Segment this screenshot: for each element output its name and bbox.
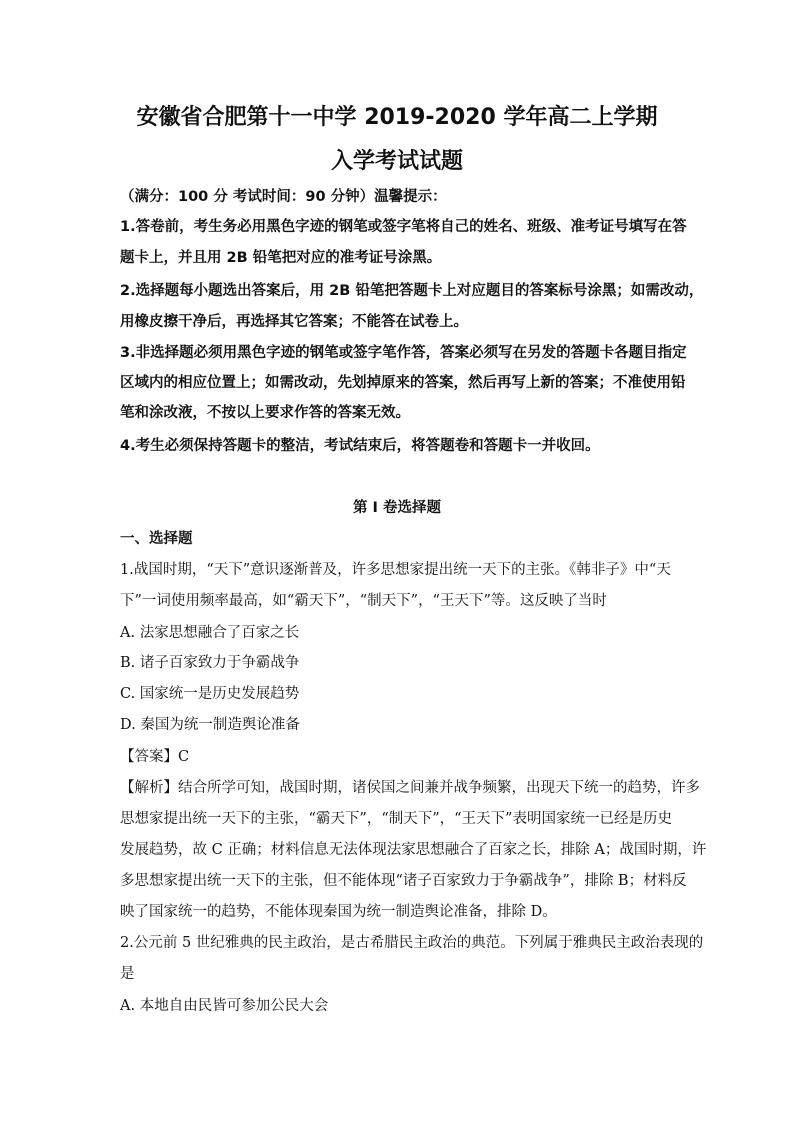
question-1-option-d: D. 秦国为统一制造舆论准备 bbox=[120, 717, 300, 733]
page-subtitle: 入学考试试题 bbox=[330, 149, 463, 174]
notice-intro: （满分：100 分 考试时间：90 分钟）温馨提示： bbox=[120, 189, 447, 205]
notice-line: 题卡上，并且用 2B 铅笔把对应的准考证号涂黑。 bbox=[120, 250, 442, 266]
question-1-analysis: 映了国家统一的趋势，不能体现秦国为统一制造舆论准备，排除 D。 bbox=[120, 904, 557, 920]
question-2-stem: 2.公元前 5 世纪雅典的民主政治，是古希腊民主政治的典范。下列属于雅典民主政治表现的 bbox=[120, 935, 704, 951]
notice-line: 3.非选择题必须用黑色字迹的钢笔或签字笔作答，答案必须写在另发的答题卡各题目指定 bbox=[120, 345, 687, 361]
notice-line: 1.答卷前，考生务必用黑色字迹的钢笔或签字笔将自己的姓名、班级、准考证号填写在答 bbox=[120, 219, 687, 235]
question-1-option-a: A. 法家思想融合了百家之长 bbox=[120, 625, 300, 641]
notice-line: 4.考生必须保持答题卡的整洁，考试结束后，将答题卷和答题卡一并收回。 bbox=[120, 438, 600, 454]
notice-line: 笔和涂改液，不按以上要求作答的答案无效。 bbox=[120, 405, 410, 421]
question-1-option-c: C. 国家统一是历史发展趋势 bbox=[120, 686, 300, 702]
question-1-stem: 1.战国时期，“天下”意识逐渐普及，许多思想家提出统一天下的主张。《韩非子》中“天 bbox=[120, 562, 671, 578]
question-1-option-b: B. 诸子百家致力于争霸战争 bbox=[120, 655, 300, 671]
question-2-option-a: A. 本地自由民皆可参加公民大会 bbox=[120, 998, 329, 1014]
volume-title: 第 I 卷选择题 bbox=[353, 500, 441, 516]
question-1-analysis: 多思想家提出统一天下的主张，但不能体现“诸子百家致力于争霸战争”，排除 B；材料反 bbox=[120, 873, 687, 889]
question-2-stem: 是 bbox=[120, 966, 135, 982]
notice-line: 区域内的相应位置上；如需改动，先划掉原来的答案，然后再写上新的答案；不准使用铅 bbox=[120, 375, 686, 391]
question-1-answer: 【答案】C bbox=[120, 749, 190, 765]
page-title: 安徽省合肥第十一中学 2019-2020 学年高二上学期 bbox=[136, 105, 658, 130]
question-1-analysis: 【解析】结合所学可知，战国时期，诸侯国之间兼并战争频繁，出现天下统一的趋势，许多 bbox=[120, 780, 700, 796]
notice-line: 用橡皮擦干净后，再选择其它答案；不能答在试卷上。 bbox=[120, 314, 468, 330]
notice-line: 2.选择题每小题选出答案后，用 2B 铅笔把答题卡上对应题目的答案标号涂黑；如需改动， bbox=[120, 283, 704, 299]
question-1-stem: 下”一词使用频率最高，如“霸天下”，“制天下”，“王天下”等。这反映了当时 bbox=[120, 593, 607, 609]
question-1-analysis: 发展趋势，故 C 正确；材料信息无法体现法家思想融合了百家之长，排除 A；战国时期，许 bbox=[120, 842, 707, 858]
part-title: 一、选择题 bbox=[120, 531, 193, 547]
question-1-analysis: 思想家提出统一天下的主张，“霸天下”，“制天下”，“王天下”表明国家统一已经是历史 bbox=[120, 811, 672, 827]
